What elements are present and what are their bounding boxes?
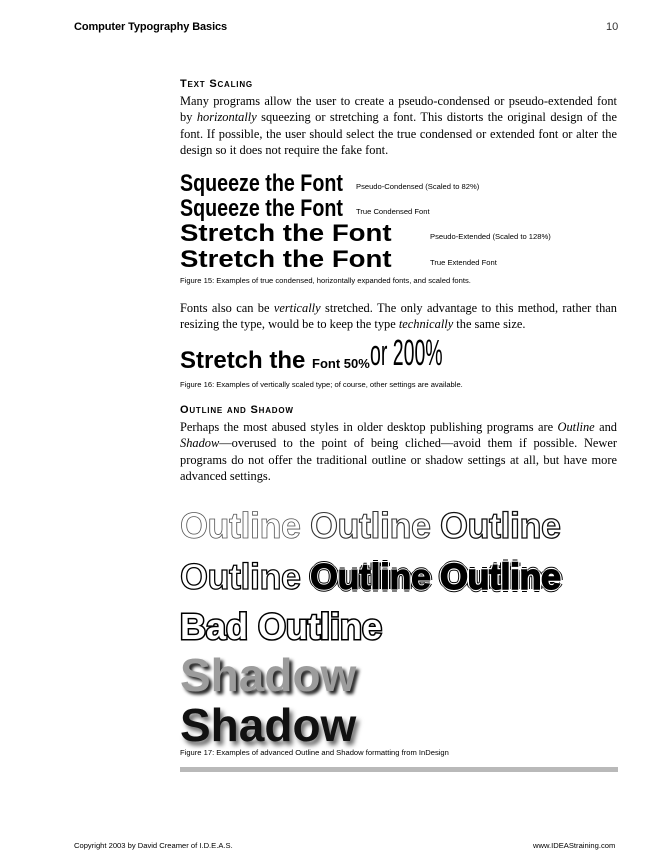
outline-row-thin [180, 505, 561, 547]
sample-true-condensed: Squeeze the Font True Condensed Font [180, 195, 430, 222]
shadow-sample-hard: Shadow [180, 699, 357, 751]
running-header-title: Computer Typography Basics [74, 21, 228, 33]
outline-sample-heavy: Outline [440, 556, 561, 597]
section-heading-text-scaling: Text Scaling [180, 78, 253, 90]
section-heading-outline-shadow: Outline and Shadow [180, 404, 294, 416]
figure-17-caption: Figure 17: Examples of advanced Outline and Shadow formatting from InDesign [180, 748, 449, 757]
shadow-sample-soft: Shadow [180, 649, 357, 701]
paragraph-text-scaling: Many programs allow the user to create a pseudo-condensed or pseudo-extended font by horizontally squeezing or stretching a font. This distorts the original design of the font. If possible, the user should select the true condensed or extended font or alter the design so it does not require the fake font. [180, 94, 617, 158]
footer-copyright: Copyright 2003 by David Creamer of I.D.E.A.S. [74, 841, 233, 850]
figure-16-caption: Figure 16: Examples of vertically scaled type; of course, other settings are available. [180, 380, 463, 389]
paragraph-outline-shadow: Perhaps the most abused styles in older desktop publishing programs are Outline and Shadow—overused to the point of being cliched—avoid them if possible. Newer programs do not offer the traditional outline or shadow settings at all, but have more advanced settings. [180, 420, 617, 484]
outline-sample-double: Outline [310, 556, 431, 597]
footer-website: www.IDEAStraining.com [533, 841, 616, 850]
outline-sample-medium: Outline [440, 505, 561, 546]
sample-true-extended: Stretch the Font True Extended Font [180, 246, 497, 273]
sample-pseudo-extended: Stretch the Font Pseudo-Extended (Scaled to 128%) [180, 220, 551, 247]
figure-15-caption: Figure 15: Examples of true condensed, horizontally expanded fonts, and scaled fonts. [180, 276, 471, 285]
sample-vertical-scaling: Stretch the Font 50%or 200% [180, 331, 443, 374]
paragraph-vertical-scaling: Fonts also can be vertically stretched. The only advantage to this method, rather than resizing the type, would be to keep the type technically the same size. [180, 301, 618, 332]
outline-sample-hairline: Outline [180, 505, 301, 546]
outline-row-bold [180, 556, 561, 598]
page-number: 10 [606, 21, 619, 33]
outline-sample-thin: Outline [310, 505, 431, 546]
bad-outline-sample: Bad Outline [180, 606, 383, 647]
outline-sample-white-fill: Outline [180, 556, 301, 597]
figure-divider-bar [180, 767, 618, 772]
sample-pseudo-condensed: Squeeze the Font Pseudo-Condensed (Scaled to 82%) [180, 170, 480, 197]
